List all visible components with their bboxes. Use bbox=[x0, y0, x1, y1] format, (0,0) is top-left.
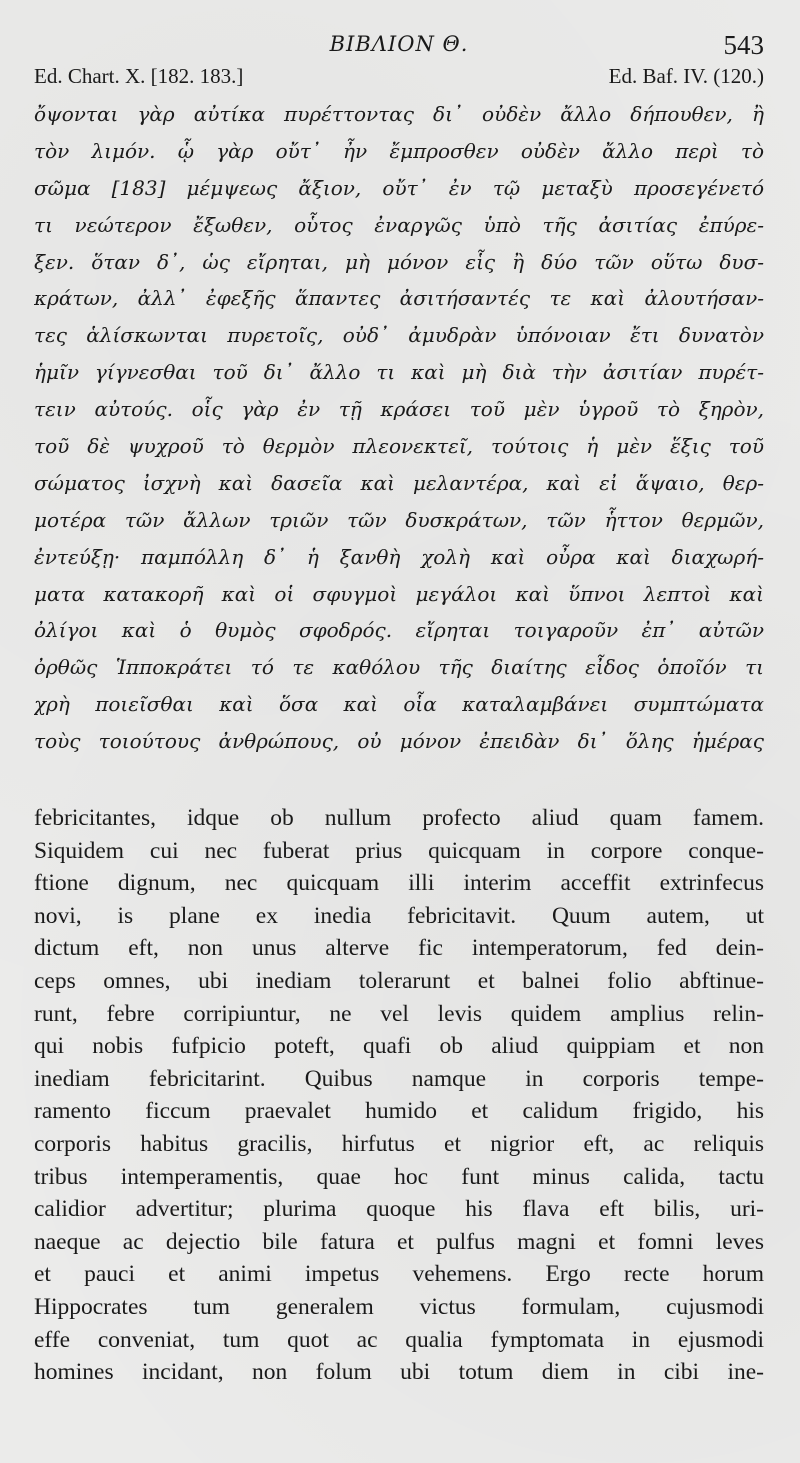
latin-text-line: homines incidant, non folum ubi totum diem in cibi ine- bbox=[34, 1359, 764, 1386]
greek-text-block bbox=[34, 96, 764, 760]
latin-text-line: effe conveniat, tum quot ac qualia fymptomata in ejusmodi bbox=[34, 1326, 764, 1353]
greek-text-line: ἐντεύξῃ· παμπόλλη δ᾽ ἡ ξανθὴ χολὴ καὶ οὖρα καὶ διαχωρή- bbox=[34, 544, 764, 569]
greek-text-line: τοὺς τοιούτους ἀνθρώπους, οὐ μόνον ἐπειδὰν δι᾽ ὅλης ἡμέρας bbox=[34, 729, 764, 754]
latin-text-line: qui nobis fufpicio poteft, quafi ob aliud quippiam et non bbox=[34, 1033, 764, 1060]
latin-text-line: ftione dignum, nec quicquam illi interim acceffit extrinfecus bbox=[34, 870, 764, 897]
latin-text-line: ramento ficcum praevalet humido et calidum frigido, his bbox=[34, 1098, 764, 1125]
latin-text-line: Siquidem cui nec fuberat prius quicquam in corpore conque- bbox=[34, 837, 764, 864]
greek-text-line: ματα κατακορῆ καὶ οἱ σφυγμοὶ μεγάλοι καὶ ὕπνοι λεπτοὶ καὶ bbox=[34, 581, 764, 606]
page-number: 543 bbox=[723, 30, 764, 60]
greek-text-line: ὀρθῶς Ἱπποκράτει τό τε καθόλου τῆς διαίτης εἶδος ὁποῖόν τι bbox=[34, 655, 764, 680]
running-head bbox=[34, 28, 764, 64]
latin-text-line: inediam febricitarint. Quibus namque in corporis tempe- bbox=[34, 1065, 764, 1092]
latin-text-line: ceps omnes, ubi inediam tolerarunt et balnei folio abftinue- bbox=[34, 968, 764, 994]
latin-text-line: febricitantes, idque ob nullum profecto aliud quam famem. bbox=[34, 805, 764, 832]
greek-text-line: τειν αὐτούς. οἷς γὰρ ἐν τῇ κράσει τοῦ μὲν ὑγροῦ τὸ ξηρὸν, bbox=[34, 397, 764, 422]
greek-text-line: ἡμῖν γίγνεσθαι τοῦ δι᾽ ἄλλο τι καὶ μὴ διὰ τὴν ἀσιτίαν πυρέτ- bbox=[34, 360, 764, 385]
greek-text-line: ὄψονται γὰρ αὐτίκα πυρέττοντας δι᾽ οὐδὲν ἄλλο δήπουθεν, ἢ bbox=[34, 102, 764, 126]
greek-text-line: σώματος ἰσχνὴ καὶ δασεῖα καὶ μελαντέρα, καὶ εἰ ἅψαιο, θερ- bbox=[34, 470, 764, 495]
greek-text-line: τοῦ δὲ ψυχροῦ τὸ θερμὸν πλεονεκτεῖ, τούτοις ἡ μὲν ἕξις τοῦ bbox=[34, 434, 764, 459]
greek-text-line: σῶμα [183] μέμψεως ἄξιον, οὔτ᾽ ἐν τῷ μεταξὺ προσεγένετό bbox=[34, 175, 764, 200]
latin-text-line: calidior advertitur; plurima quoque his flava eft bilis, uri- bbox=[34, 1196, 764, 1223]
latin-text-line: tribus intemperamentis, quae hoc funt minus calida, tactu bbox=[34, 1163, 764, 1190]
greek-text-line: ξεν. ὅταν δ᾽, ὡς εἴρηται, μὴ μόνον εἷς ἢ δύο τῶν οὕτω δυσ- bbox=[34, 249, 764, 274]
greek-text-line: τι νεώτερον ἔξωθεν, οὗτος ἐναργῶς ὑπὸ τῆς ἀσιτίας ἐπύρε- bbox=[34, 212, 764, 237]
latin-text-line: Hippocrates tum generalem victus formulam, cujusmodi bbox=[34, 1293, 764, 1320]
latin-text-line: corporis habitus gracilis, hirfutus et nigrior eft, ac reliquis bbox=[34, 1130, 764, 1157]
latin-text-line: runt, febre corripiuntur, ne vel levis quidem amplius relin- bbox=[34, 1000, 764, 1027]
edition-reference-chartier: Ed. Chart. X. [182. 183.] bbox=[34, 64, 244, 88]
running-title: ΒΙΒΛΙΟΝ Θ. bbox=[329, 32, 469, 56]
latin-text-line: et pauci et animi impetus vehemens. Ergo recte horum bbox=[34, 1261, 764, 1288]
greek-text-line: τὸν λιμόν. ᾧ γὰρ οὔτ᾽ ἦν ἔμπροσθεν οὐδὲν ἄλλο περὶ τὸ bbox=[34, 138, 764, 163]
greek-text-line: ὀλίγοι καὶ ὁ θυμὸς σφοδρός. εἴρηται τοιγαροῦν ἐπ᾽ αὐτῶν bbox=[34, 618, 764, 643]
latin-text-block bbox=[34, 802, 764, 1389]
greek-text-line: μοτέρα τῶν ἄλλων τριῶν τῶν δυσκράτων, τῶν ἧττον θερμῶν, bbox=[34, 507, 764, 532]
edition-reference-line bbox=[34, 64, 764, 94]
edition-reference-basel: Ed. Baf. IV. (120.) bbox=[608, 64, 764, 88]
latin-text-line: dictum eft, non unus alterve fic intemperatorum, fed dein- bbox=[34, 935, 764, 962]
greek-text-line: χρὴ ποιεῖσθαι καὶ ὅσα καὶ οἷα καταλαμβάνει συμπτώματα bbox=[34, 692, 764, 717]
greek-text-line: κράτων, ἀλλ᾽ ἐφεξῆς ἅπαντες ἀσιτήσαντές τε καὶ ἀλουτήσαν- bbox=[34, 286, 764, 311]
latin-text-line: naeque ac dejectio bile fatura et pulfus magni et fomni leves bbox=[34, 1228, 764, 1255]
latin-text-line: novi, is plane ex inedia febricitavit. Quum autem, ut bbox=[34, 902, 764, 929]
greek-text-line: τες ἁλίσκωνται πυρετοῖς, οὐδ᾽ ἀμυδρὰν ὑπόνοιαν ἔτι δυνατὸν bbox=[34, 323, 764, 348]
